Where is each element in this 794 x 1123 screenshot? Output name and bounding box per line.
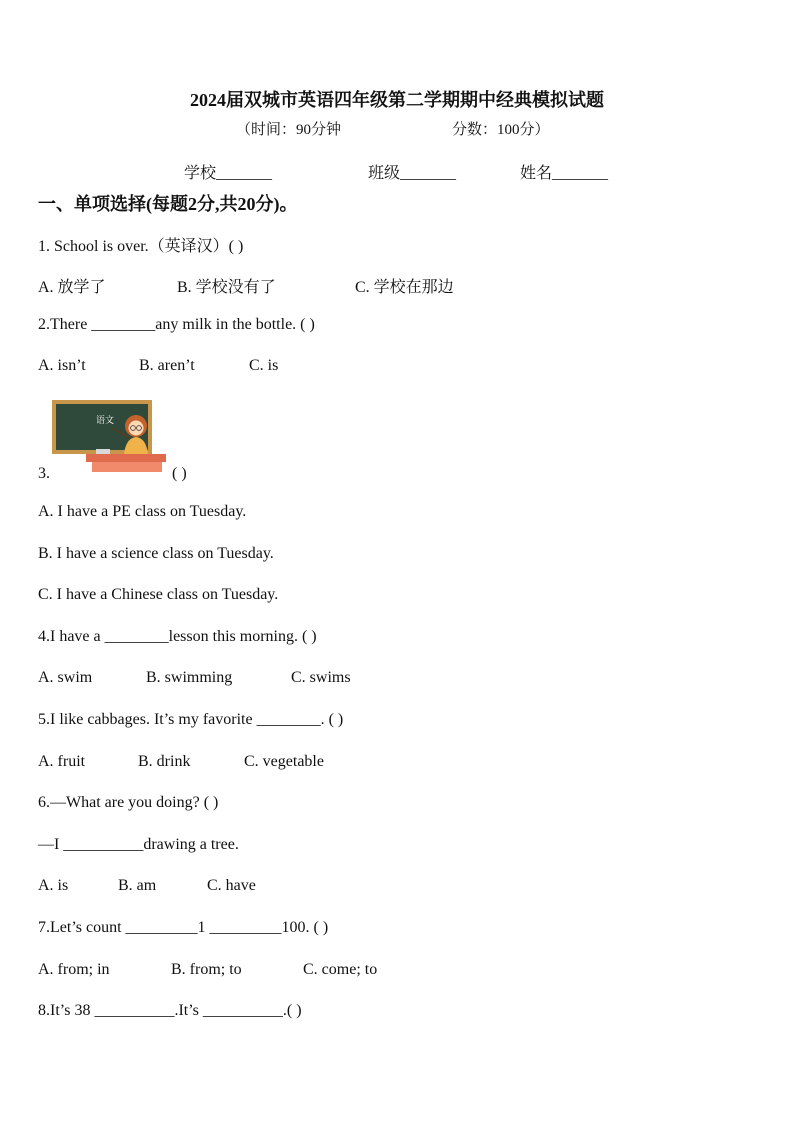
question-4: 4.I have a ________lesson this morning. ( ): [38, 628, 317, 645]
question-5: 5.I like cabbages. It’s my favorite ________. ( ): [38, 711, 344, 728]
question-2: 2.There ________any milk in the bottle. ( ): [38, 316, 315, 333]
q7-option-c: C. come; to: [303, 961, 378, 978]
board-subject-text: 语文: [96, 416, 115, 426]
q3-option-a: A. I have a PE class on Tuesday.: [38, 503, 247, 520]
q1-option-a: A. 放学了: [38, 279, 106, 296]
desk-books: [96, 449, 110, 454]
q1-option-b: B. 学校没有了: [177, 279, 276, 296]
question-3-paren: ( ): [172, 465, 187, 482]
q7-option-a: A. from; in: [38, 961, 110, 978]
desk-base: [92, 462, 162, 472]
class-field: 班级_______: [368, 165, 457, 182]
q6-option-a: A. is: [38, 877, 69, 894]
q4-option-a: A. swim: [38, 669, 93, 686]
question-6-answer-line: —I __________drawing a tree.: [38, 836, 239, 853]
teacher-illustration: [50, 398, 168, 476]
question-8: 8.It’s 38 __________.It’s __________.( ): [38, 1002, 302, 1019]
q3-option-b: B. I have a science class on Tuesday.: [38, 545, 274, 562]
q5-option-a: A. fruit: [38, 753, 86, 770]
exam-time: （时间：90分钟: [236, 122, 342, 138]
question-7: 7.Let’s count _________1 _________100. ( ): [38, 919, 329, 936]
exam-score: 分数：100分）: [452, 122, 550, 138]
q4-option-c: C. swims: [291, 669, 351, 686]
name-field: 姓名_______: [520, 165, 609, 182]
teacher-desk: [86, 454, 166, 462]
page-title: 2024届双城市英语四年级第二学期期中经典模拟试题: [190, 90, 604, 110]
question-6: 6.—What are you doing? ( ): [38, 794, 219, 811]
q5-option-b: B. drink: [138, 753, 191, 770]
school-field: 学校_______: [184, 165, 273, 182]
section-heading: 一、单项选择(每题2分,共20分)。: [38, 194, 298, 214]
q5-option-c: C. vegetable: [244, 753, 324, 770]
q1-option-c: C. 学校在那边: [355, 279, 454, 296]
q2-option-a: A. isn’t: [38, 357, 86, 374]
question-1: 1. School is over.（英译汉）( ): [38, 238, 244, 255]
q7-option-b: B. from; to: [171, 961, 242, 978]
q6-option-c: C. have: [207, 877, 256, 894]
q3-option-c: C. I have a Chinese class on Tuesday.: [38, 586, 279, 603]
q4-option-b: B. swimming: [146, 669, 233, 686]
question-3-number: 3.: [38, 465, 50, 482]
q6-option-b: B. am: [118, 877, 157, 894]
q2-option-b: B. aren’t: [139, 357, 195, 374]
q2-option-c: C. is: [249, 357, 279, 374]
